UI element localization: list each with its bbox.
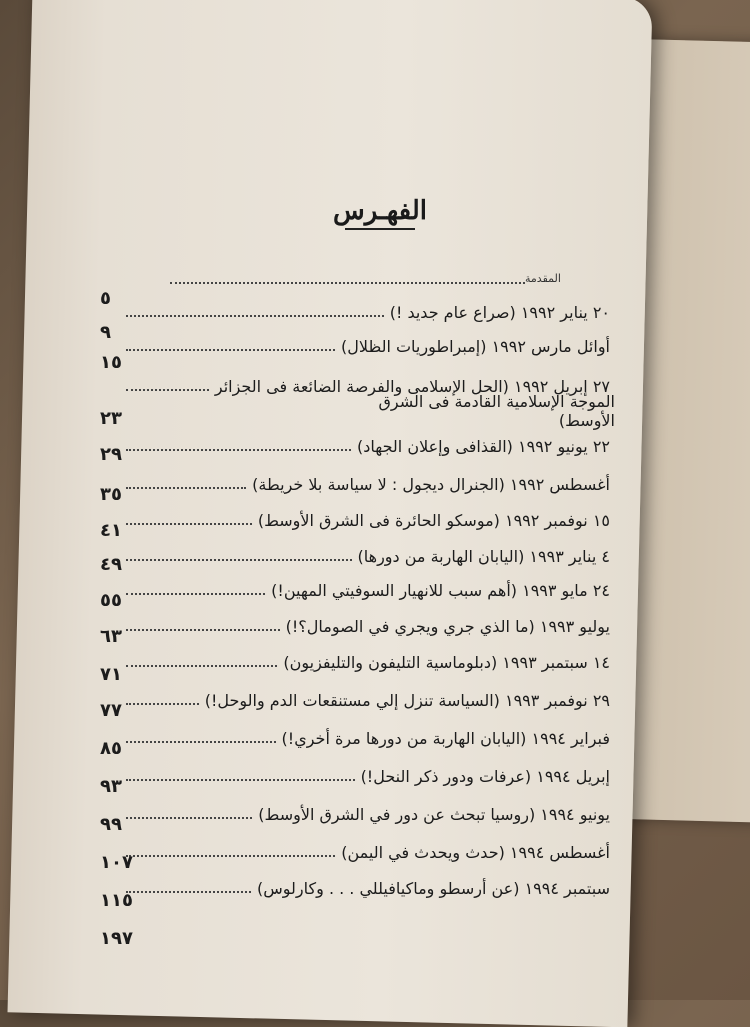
page-number: ٩٣ — [100, 776, 122, 797]
title-underline — [345, 228, 415, 230]
toc-entry-title: أوائل مارس ١٩٩٢ (إمبراطوريات الظلال) — [341, 337, 610, 356]
toc-entry-continuation: الموجة الإسلامية القادمة فى الشرق الأوسط) — [378, 392, 615, 430]
toc-entry — [120, 326, 610, 356]
leader-dots — [126, 388, 209, 391]
toc-entry — [120, 292, 610, 322]
toc-entry-title: أغسطس ١٩٩٤ (حدث ويحدث في اليمن) — [341, 843, 610, 862]
leader-dots — [126, 778, 355, 781]
page-number: ٤٩ — [100, 554, 122, 575]
toc-entry — [120, 642, 610, 672]
page-title: الفهـرس — [333, 196, 427, 226]
intro-leader-dots — [170, 282, 525, 284]
toc-entry-title: يونيو ١٩٩٤ (روسيا تبحث عن دور في الشرق الأوسط) — [258, 805, 610, 824]
toc-entry-title: ٢٤ مايو ١٩٩٣ (أهم سبب للانهيار السوفيتي المهين!) — [271, 581, 610, 600]
toc-entry-title: ٤ يناير ١٩٩٣ (اليابان الهاربة من دورها) — [357, 547, 610, 566]
page-number: ٤١ — [100, 520, 122, 541]
toc-entry — [120, 464, 610, 494]
toc-entry — [120, 832, 610, 862]
page-number: ٢٣ — [100, 408, 122, 429]
toc-entry — [120, 680, 610, 710]
page-number: ٢٩ — [100, 444, 122, 465]
page-number: ٧١ — [100, 664, 122, 685]
leader-dots — [126, 314, 384, 317]
toc-entry-title: ١٤ سبتمبر ١٩٩٣ (دبلوماسية التليفون والتليفزيون) — [283, 653, 610, 672]
toc-entry-title: إبريل ١٩٩٤ (عرفات ودور ذكر النحل!) — [360, 767, 610, 786]
toc-entry-title: ٢٧ إبريل ١٩٩٢ (الحل الإسلامى والفرصة الضائعة فى الجزائر — [214, 377, 610, 396]
toc-entry-title: سبتمبر ١٩٩٤ (عن أرسطو وماكيافيللي . . . وكارلوس) — [257, 879, 610, 898]
toc-entry-title: ٢٠ يناير ١٩٩٢ (صراع عام جديد !) — [389, 303, 610, 322]
toc-entry-title: ٢٢ يونيو ١٩٩٢ (القذافى وإعلان الجهاد) — [356, 437, 610, 456]
toc-entry-title: ٢٩ نوفمبر ١٩٩٣ (السياسة تنزل إلي مستنقعات الدم والوحل!) — [204, 691, 610, 710]
page-number: ٩ — [100, 322, 111, 343]
page-number: ٧٧ — [100, 700, 122, 721]
page-number: ٨٥ — [100, 738, 122, 759]
page-number: ٦٣ — [100, 626, 122, 647]
page-number: ١١٥ — [100, 890, 133, 911]
toc-entry-title: ١٥ نوفمبر ١٩٩٢ (موسكو الحائرة فى الشرق الأوسط) — [257, 511, 610, 530]
page-number: ٥ — [100, 288, 111, 309]
page-number: ١٩٧ — [100, 928, 133, 949]
toc-entry-title: أغسطس ١٩٩٢ (الجنرال ديجول : لا سياسة بلا خريطة) — [252, 475, 610, 494]
page-number: ٥٥ — [100, 590, 122, 611]
page-number: ١٥ — [100, 352, 122, 373]
page-number: ١٠٧ — [100, 852, 133, 873]
toc-entry — [120, 868, 610, 898]
toc-entry — [120, 570, 610, 600]
toc-entry — [120, 756, 610, 786]
intro-label: المقدمة — [525, 272, 561, 285]
toc-entry — [120, 500, 610, 530]
leader-dots — [126, 348, 335, 351]
toc-entry — [120, 718, 610, 748]
toc-entry-title: يوليو ١٩٩٣ (ما الذي جري ويجري في الصومال؟!) — [285, 617, 610, 636]
toc-entry — [120, 606, 610, 636]
page-number: ٩٩ — [100, 814, 122, 835]
toc-entry-title: فبراير ١٩٩٤ (اليابان الهاربة من دورها مرة أخري!) — [281, 729, 610, 748]
toc-entry — [120, 426, 610, 456]
toc-entry — [120, 794, 610, 824]
page-number: ٣٥ — [100, 484, 122, 505]
toc-entry — [120, 536, 610, 566]
